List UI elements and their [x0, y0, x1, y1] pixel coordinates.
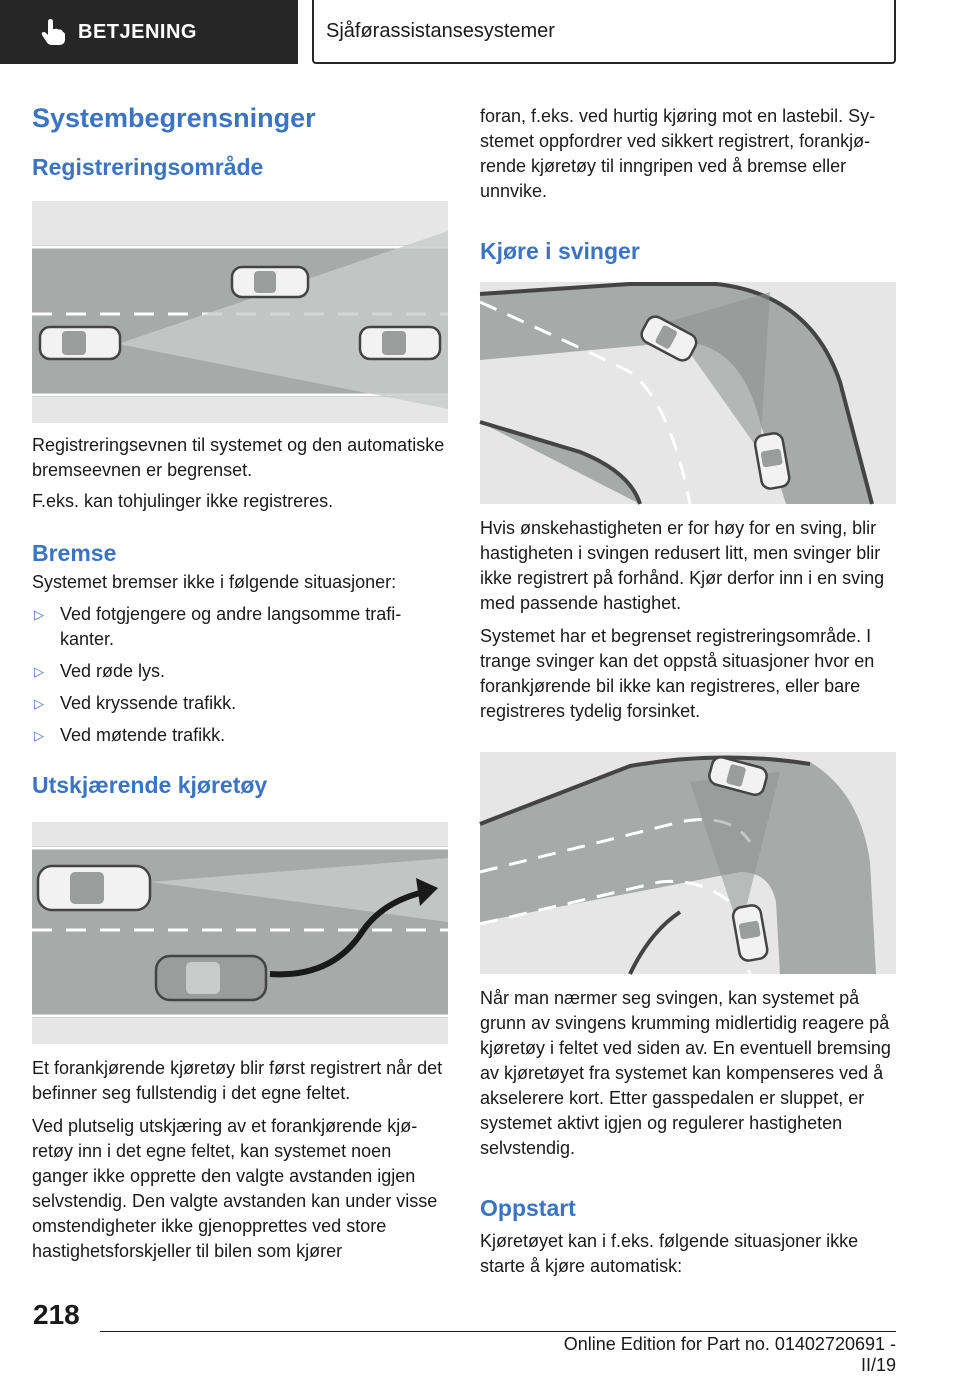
paragraph-start: Kjøretøyet kan i f.eks. følgende situasjoner ikke starte å kjøre automatisk: [480, 1231, 859, 1276]
list-item: ▷ Ved røde lys. [32, 659, 448, 684]
left-column [32, 98, 448, 1264]
list-item: ▷ Ved møtende trafikk. [32, 723, 448, 748]
figure-curve-1 [480, 282, 896, 504]
figure-cut-in [32, 822, 448, 1044]
curve-illustration-2 [480, 752, 896, 974]
hand-pointer-icon [38, 17, 68, 47]
list-item: ▷ Ved kryssende trafikk. [32, 691, 448, 716]
paragraph-brake: Systemet bremser ikke i følgende situasjoner: [32, 572, 397, 592]
car-icon [232, 267, 308, 297]
car-icon [360, 327, 440, 359]
figure-curve-2 [480, 752, 896, 974]
heading-detection-range: Registreringsområde [32, 154, 264, 180]
car-icon [38, 866, 150, 910]
list-item: ▷ Ved fotgjengere og andre langsomme trafikanter. [32, 602, 448, 652]
brake-list [32, 602, 448, 748]
chapter-header [312, 0, 896, 64]
heading-system-limits: Systembegrensninger [32, 103, 316, 133]
section-label: BETJENING [78, 20, 197, 43]
section-tab [0, 0, 298, 64]
triangle-bullet-icon: ▷ [34, 607, 44, 622]
heading-brake: Bremse [32, 540, 117, 566]
heading-start: Oppstart [480, 1195, 576, 1221]
edition-text: Online Edition for Part no. 01402720691 - II/19 [563, 1334, 896, 1375]
paragraph-cut-in-2: Ved plutselig utskjæring av et forankjørende kjøretøy inn i det egne feltet, kan systemet noen ganger ikke opprette den valgte avstanden igjen selvstendig. Den valgte avstanden kan under visse omstendigheter ikke gjenopprettes ved store hastighetsforskjeller til bilen som kjører [32, 1116, 438, 1261]
page-number: 218 [33, 1299, 80, 1330]
right-column [480, 104, 896, 1279]
paragraph-curve-3: Når man nærmer seg svingen, kan systemet på grunn av svingens krumming midlertidig reagere på kjøretøy i feltet ved siden av. En eventuell bremsing av kjøretøyet fra systemet kan kompenseres ved å akselerere kort. Etter gasspedalen er sluppet, er systemet aktivt igjen og regulerer hastigheten selvstendig. [480, 988, 891, 1158]
car-icon [156, 956, 266, 1000]
car-icon [40, 327, 120, 359]
paragraph-curve-1: Hvis ønskehastigheten er for høy for en sving, blir hastigheten i svingen redusert litt, men svinger blir ikke registrert på forhånd. Kjør derfor inn i en sving med passende hastighet. [480, 518, 885, 613]
paragraph-curve-2: Systemet har et begrenset registreringsområde. I trange svinger kan det oppstå situasjoner hvor en forankjørende bil ikke kan registreres, eller bare registreres tydelig forsinket. [480, 626, 875, 721]
heading-cut-in: Utskjærende kjøretøy [32, 772, 268, 798]
detection-range-illustration [32, 201, 448, 423]
triangle-bullet-icon: ▷ [34, 696, 44, 711]
paragraph-range-1: Registreringsevnen til systemet og den automatiske bremseevnen er begrenset. [32, 435, 445, 480]
chapter-title: Sjåførassistansesystemer [326, 19, 555, 42]
heading-curves: Kjøre i svinger [480, 238, 640, 264]
footer-divider [100, 1331, 896, 1332]
paragraph-range-2: F.eks. kan tohjulinger ikke registreres. [32, 491, 334, 511]
paragraph-cut-in-1: Et forankjørende kjøretøy blir først registrert når det befinner seg fullstendig i det egne feltet. [32, 1058, 443, 1103]
triangle-bullet-icon: ▷ [34, 664, 44, 679]
curve-illustration-1 [480, 282, 896, 504]
paragraph-continued: foran, f.eks. ved hurtig kjøring mot en lastebil. Systemet oppfordrer ved sikkert registrert, forankjørende kjøretøy til inngripen ved å bremse eller unnvike. [480, 106, 876, 201]
figure-detection-range [32, 201, 448, 423]
cut-in-illustration [32, 822, 448, 1044]
triangle-bullet-icon: ▷ [34, 728, 44, 743]
